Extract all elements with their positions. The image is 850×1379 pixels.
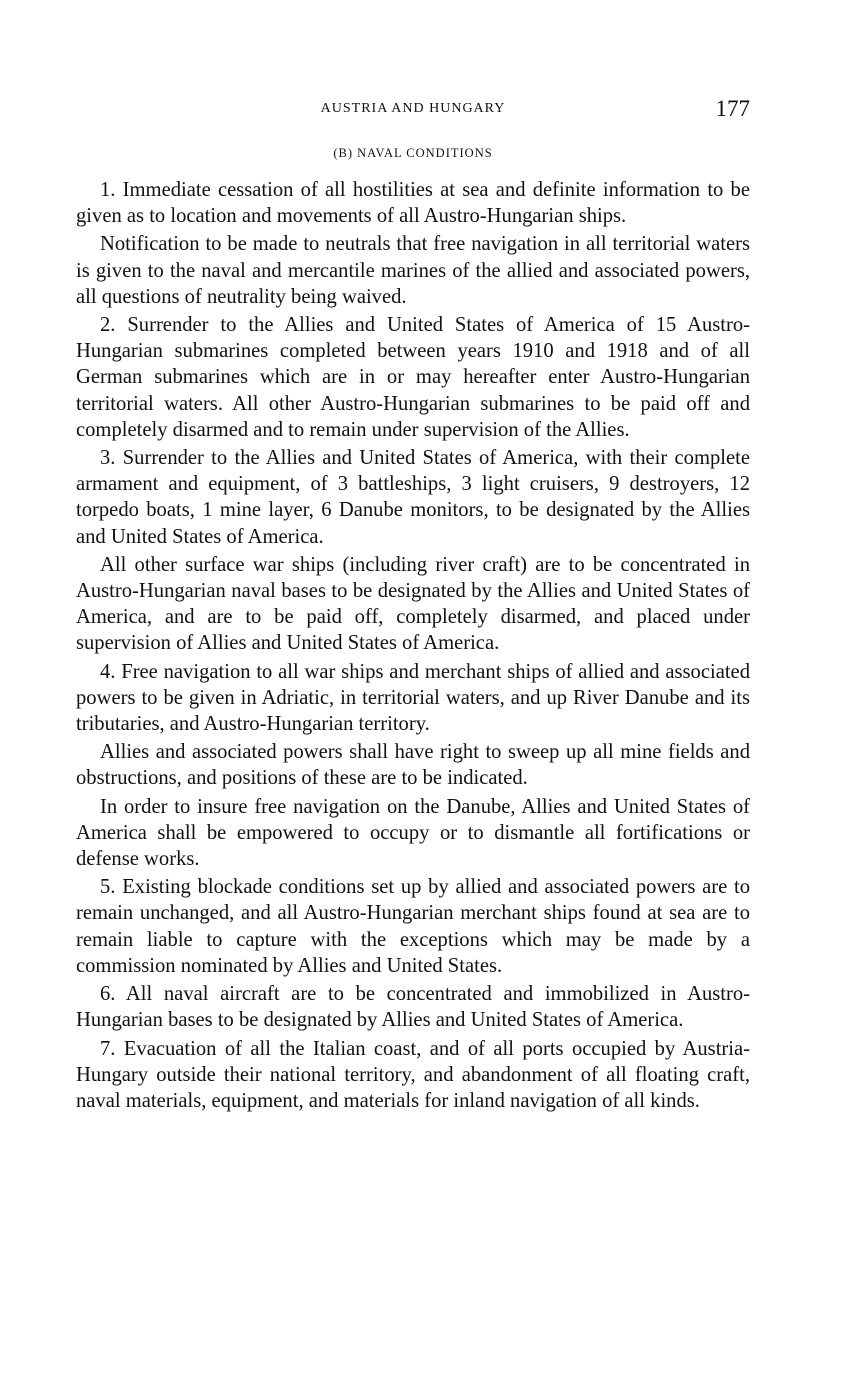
paragraph-4: 3. Surrender to the Allies and United States of America, with their complete armament and equipment, of 3 battleships, 3 light cruisers, 9 destroyers, 12 torpedo boats, 1 mine layer, 6 Danube monitors, to be designated by the Allies and United States of America. [76,447,750,548]
paragraph-2: Notification to be made to neutrals that free navigation in all territorial waters is given to the naval and mercantile marines of the allied and associated powers, all questions of neutrality being waived. [76,233,750,308]
page-number: 177 [715,96,750,121]
paragraph-1: 1. Immediate cessation of all hostilities at sea and definite information to be given as to location and movements of all Austro-Hungarian ships. [76,179,750,228]
paragraph-7: Allies and associated powers shall have right to sweep up all mine fields and obstructions, and positions of these are to be indicated. [76,741,750,790]
paragraph-9: 5. Existing blockade conditions set up by allied and associated powers are to remain unchanged, and all Austro-Hungarian merchant ships found at sea are to remain liable to capture with the exceptions which may be made by a commission nominated by Allies and United States. [76,876,750,977]
body-text [76,177,750,1116]
paragraph-8: In order to insure free navigation on the Danube, Allies and United States of America shall be empowered to occupy or to dismantle all fortifications or defense works. [76,795,750,871]
paragraph-11: 7. Evacuation of all the Italian coast, and of all ports occupied by Austria-Hungary outside their national territory, and abandonment of all floating craft, naval materials, equipment, and materials for inland navigation of all kinds. [76,1037,750,1112]
paragraph-10: 6. All naval aircraft are to be concentrated and immobilized in Austro-Hungarian bases to be designated by Allies and United States of America. [76,983,750,1032]
paragraph-3: 2. Surrender to the Allies and United States of America of 15 Austro-Hungarian submarines completed between years 1910 and 1918 and of all German submarines which are in or may hereafter enter Austro-Hungarian territorial waters. All other Austro-Hungarian submarines to be paid off and completely disarmed and to remain under supervision of the Allies. [76,314,750,441]
section-heading: (B) NAVAL CONDITIONS [333,146,493,160]
paragraph-5: All other surface war ships (including river craft) are to be concentrated in Austro-Hungarian naval bases to be designated by the Allies and United States of America, and are to be paid off, completely disarmed, and placed under supervision of Allies and United States of America. [76,553,750,655]
paragraph-6: 4. Free navigation to all war ships and merchant ships of allied and associated powers to be given in Adriatic, in territorial waters, and up River Danube and its tributaries, and Austro-Hungarian territory. [76,660,750,736]
running-head [76,96,750,122]
running-title: AUSTRIA AND HUNGARY [320,101,506,116]
